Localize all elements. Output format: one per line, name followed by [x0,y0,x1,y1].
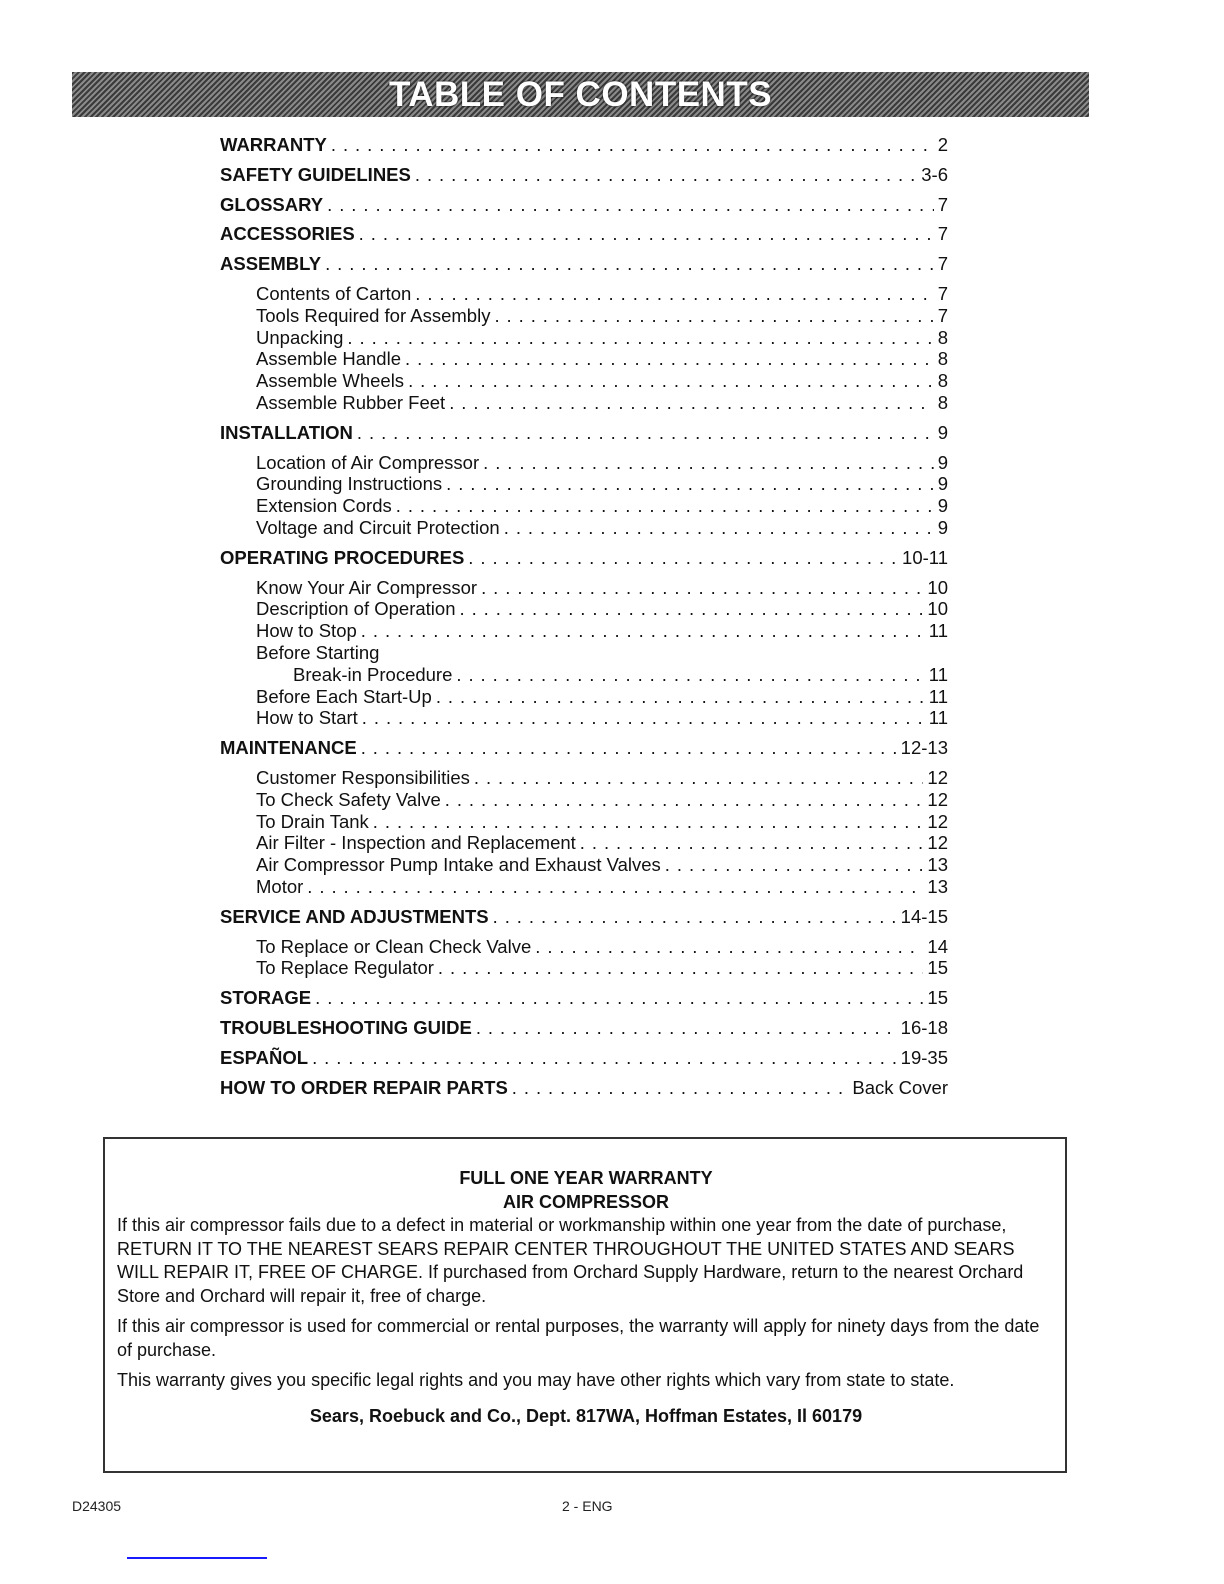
toc-entry-page: 13 [927,854,948,876]
warranty-paragraph: If this air compressor fails due to a defect in material or workmanship within one year from the date of purchase, RETURN IT TO THE NEAREST SEARS REPAIR CENTER THROUGHOUT THE UNITED STATES AND SEARS WILL REPAIR IT, FREE OF CHARGE. If purchased from Orchard Supply Hardware, return to the nearest Orchard Store and Orchard will repair it, free of charge. [117,1215,1024,1306]
dot-leader [504,517,934,539]
toc-entry[interactable] [220,547,948,569]
dot-leader [408,370,934,392]
toc-entry-page: 12 [927,788,948,810]
warranty-paragraph: If this air compressor is used for commercial or rental purposes, the warranty will apply for ninety days from the date of purchase. [117,1316,1040,1360]
toc-entry-page: 7 [937,304,948,326]
toc-entry-label: Grounding Instructions [256,473,443,495]
dot-leader [474,767,924,789]
toc-entry-page: 3-6 [921,163,948,185]
toc-entry-page: 9 [937,473,948,495]
toc-entry-label: Location of Air Compressor [256,451,480,473]
toc-entry-label: Tools Required for Assembly [256,304,491,326]
dot-leader [312,1047,897,1069]
toc-entry-label: WARRANTY [220,134,327,155]
toc-entry[interactable] [220,1017,948,1039]
toc-entry[interactable] [256,370,948,392]
toc-entry-label: TROUBLESHOOTING GUIDE [220,1017,472,1038]
toc-entry-label: SERVICE AND ADJUSTMENTS [220,905,489,927]
dot-leader [494,305,933,327]
toc-entry-label: Customer Responsibilities [256,767,470,788]
toc-entry[interactable] [256,283,948,305]
dot-leader [315,987,923,1009]
dot-leader [476,1017,897,1039]
toc-entry-page: 12-13 [900,737,948,759]
toc-entry-page: 13 [927,876,948,897]
toc-entry-label: ACCESSORIES [220,223,355,245]
toc-entry-page: 8 [937,392,948,413]
toc-entry-label: To Replace Regulator [256,957,434,979]
toc-entry[interactable] [220,737,948,759]
toc-header-band [72,72,1089,117]
toc-entry-label: Unpacking [256,326,344,348]
dot-leader [362,707,925,729]
dot-leader [665,854,924,876]
dot-leader [373,811,924,833]
warranty-box [103,1137,1067,1473]
toc-entry-label: INSTALLATION [220,421,353,443]
toc-entry[interactable] [220,1077,948,1099]
toc-entry[interactable] [256,495,948,517]
toc-entry-page: 11 [928,663,948,685]
toc-entry[interactable] [293,664,948,686]
toc-entry-page: Back Cover [852,1076,948,1098]
toc-entry-label: SAFETY GUIDELINES [220,163,411,185]
toc-entry[interactable] [256,876,948,898]
toc-entry[interactable] [220,422,948,444]
dot-leader [327,194,934,216]
toc-entry[interactable] [256,811,948,833]
dot-leader [359,223,934,245]
toc-entry[interactable] [256,957,948,979]
warranty-subtitle: AIR COMPRESSOR [502,1191,670,1212]
toc-entry-label: ESPAÑOL [220,1046,309,1068]
warranty-address: Sears, Roebuck and Co., Dept. 817WA, Hoffman Estates, Il 60179 [309,1405,863,1426]
toc-entry[interactable] [220,987,948,1009]
dot-leader [483,452,934,474]
toc-entry-page: 15 [927,987,948,1009]
toc-entry-label: To Drain Tank [256,810,369,832]
toc-entry-page: 8 [937,326,948,348]
toc-entry-page: 16-18 [900,1017,948,1038]
page-title: TABLE OF CONTENTS [388,74,773,114]
toc-entry-page: 10 [927,576,948,598]
toc-entry-label: How to Start [256,707,358,729]
link-underline [127,1557,267,1559]
toc-entry[interactable] [256,327,948,349]
dot-leader [331,134,934,156]
toc-entry-label: Motor [256,876,304,897]
dot-leader [361,737,897,759]
dot-leader [405,348,934,370]
toc-entry-label: Voltage and Circuit Protection [256,517,500,538]
toc-entry[interactable] [220,1047,948,1069]
toc-entry[interactable] [256,936,948,958]
dot-leader [481,577,923,599]
toc-entry-page: 9 [937,451,948,473]
toc-entry-page: 19-35 [900,1046,948,1068]
dot-leader [436,686,925,708]
toc-entry-page: 9 [937,517,948,538]
toc-entry-label: Break-in Procedure [293,663,453,685]
toc-entry-page: 8 [937,370,948,392]
dot-leader [445,789,924,811]
toc-entry-label: How to Stop [256,620,357,642]
toc-entry-label: Assemble Wheels [256,370,405,392]
toc-entry-page: 14 [927,935,948,957]
toc-entry-page: 7 [937,193,948,215]
toc-entry-page: 12 [927,810,948,832]
toc-entry-label: Before Each Start-Up [256,685,432,707]
toc-entry-label: Know Your Air Compressor [256,576,478,598]
toc-entry[interactable] [256,854,948,876]
toc-entry-label: To Replace or Clean Check Valve [256,935,532,957]
toc-entry-label: GLOSSARY [220,193,324,215]
toc-entry-label: MAINTENANCE [220,737,357,759]
toc-entry[interactable] [256,517,948,539]
toc-entry-page: 10 [927,598,948,620]
toc-entry-label: Air Filter - Inspection and Replacement [256,832,576,854]
toc-entry-page: 11 [928,620,948,642]
toc-entry[interactable] [256,305,948,327]
toc-entry-label: ASSEMBLY [220,253,322,275]
toc-entry[interactable] [256,598,948,620]
warranty-title: FULL ONE YEAR WARRANTY [459,1168,713,1188]
toc-entry-page: 7 [937,223,948,245]
page-number: 2 - ENG [562,1498,613,1514]
dot-leader [460,598,924,620]
toc-entry[interactable] [220,906,948,928]
toc-entry-label: HOW TO ORDER REPAIR PARTS [220,1076,508,1098]
dot-leader [307,876,923,898]
dot-leader [456,664,924,686]
toc-entry-page: 7 [937,253,948,275]
toc-entry[interactable] [256,832,948,854]
toc-entry-page: 15 [927,957,948,979]
toc-entry[interactable] [220,164,948,186]
toc-entry-page: 11 [928,707,948,729]
toc-entry-label: Assemble Rubber Feet [256,392,446,413]
toc-entry[interactable] [256,686,948,708]
toc-entry-page: 9 [937,421,948,443]
toc-entry[interactable] [256,707,948,729]
toc-entry[interactable] [256,452,948,474]
toc-entry-label: To Check Safety Valve [256,788,441,810]
toc-entry-page: 12 [927,832,948,854]
toc-entry[interactable] [256,767,948,789]
toc-entry[interactable] [256,473,948,495]
dot-leader [468,547,898,569]
dot-leader [493,906,897,928]
toc-entry-label: Description of Operation [256,598,456,620]
dot-leader [415,164,917,186]
dot-leader [357,422,934,444]
toc-entry-page: 14-15 [900,905,948,927]
toc-entry[interactable] [256,642,948,664]
warranty-paragraph: This warranty gives you specific legal rights and you may have other rights which vary from state to state. [117,1370,955,1390]
toc-entry[interactable] [256,348,948,370]
dot-leader [347,327,933,349]
dot-leader [415,283,933,305]
toc-entry-label: STORAGE [220,987,312,1009]
toc-entry-page: 9 [937,495,948,517]
dot-leader [438,957,924,979]
dot-leader [449,392,934,414]
document-id: D24305 [72,1498,122,1514]
toc-entry[interactable] [256,577,948,599]
toc-entry[interactable] [220,223,948,245]
toc-entry-page: 11 [928,685,948,707]
dot-leader [535,936,923,958]
toc-entry[interactable] [256,620,948,642]
toc-entry-label: Air Compressor Pump Intake and Exhaust Valves [256,854,661,876]
toc-entry[interactable] [220,194,948,216]
dot-leader [361,620,925,642]
dot-leader [512,1077,849,1099]
dot-leader [580,832,924,854]
toc-entry[interactable] [256,789,948,811]
toc-entry-page: 2 [937,134,948,155]
toc-entry-label: Before Starting [256,642,380,663]
dot-leader [446,473,934,495]
toc-entry[interactable] [220,134,948,156]
toc-entry-page: 7 [937,283,948,304]
toc-entry-label: Contents of Carton [256,283,412,304]
toc-entry-page: 8 [937,348,948,370]
toc-entry[interactable] [220,253,948,275]
toc-entry-label: Extension Cords [256,495,392,517]
dot-leader [396,495,934,517]
toc-entry-label: OPERATING PROCEDURES [220,546,465,568]
toc-entry[interactable] [256,392,948,414]
dot-leader [325,253,934,275]
toc-entry-page: 10-11 [902,546,948,568]
toc-entry-label: Assemble Handle [256,348,401,370]
toc-entry-page: 12 [927,767,948,788]
